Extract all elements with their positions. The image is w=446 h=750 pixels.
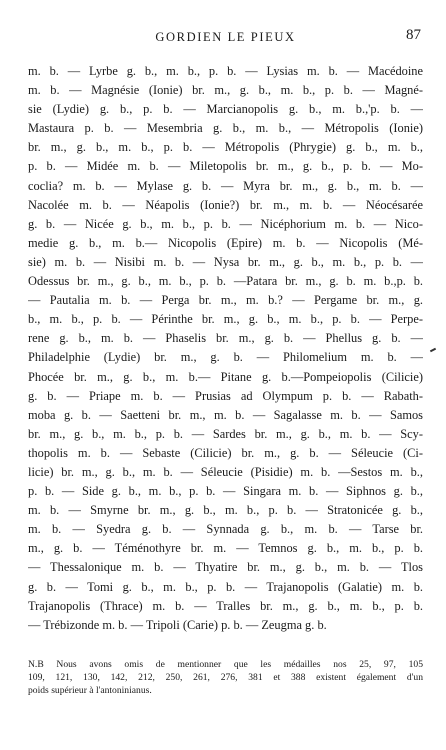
text-line: Trajanopolis (Thrace) m. b. — Tralles br. m., g. b., m. b., p. b. xyxy=(28,598,423,613)
text-line: — Trébizonde m. b. — Tripoli (Carie) p. b. — Zeugma g. b. xyxy=(28,617,327,632)
text-line: rene g. b., m. b. — Phaselis br. m., g. b. — Phellus g. b. — xyxy=(28,331,423,346)
text-line: m. b. — Magnésie (Ionie) br. m., g. b., m. b., p. b. — Magné- xyxy=(28,83,423,98)
text-line: licie) br. m., g. b., m. b. — Séleucie (Pisidie) m. b. —Sestos m. b., xyxy=(28,464,423,479)
text-line: — Thessalonique m. b. — Thyatire br. m., g. b., m. b. — Tlos xyxy=(28,560,423,575)
text-line: Phocée br. m., g. b., m. b.— Pitane g. b.—Pompeiopolis (Cilicie) xyxy=(28,369,423,384)
footnote-line: poids supérieur à l'antoninianus. xyxy=(28,685,152,697)
text-line: medie g. b., m. b.— Nicopolis (Epire) m. b. — Nicopolis (Mé- xyxy=(28,235,423,250)
text-line: m., g. b. — Téménothyre br. m. — Temnos g. b., m. b., p. b. xyxy=(28,541,423,556)
text-line: Nacolée m. b. — Néapolis (Ionie?) br. m., m. b. — Néocésarée xyxy=(28,197,423,212)
text-line: g. b. — Tomi g. b., m. b., p. b. — Trajanopolis (Galatie) m. b. xyxy=(28,579,423,594)
text-line: Odessus br. m., g. b., m. b., p. b. —Patara br. m., g. b. m. b.,p. b. xyxy=(28,274,423,289)
text-line: g. b. — Nicée g. b., m. b., p. b. — Nicéphorium m. b. — Nico- xyxy=(28,216,423,231)
text-line: g. b. — Priape m. b. — Prusias ad Olympum p. b. — Rabath- xyxy=(28,388,423,403)
catalog-text xyxy=(28,62,423,635)
footnote xyxy=(28,658,423,698)
text-line: thopolis m. b. — Sebaste (Cilicie) br. m., g. b. — Séleucie (Ci- xyxy=(28,445,423,460)
text-line: sie (Lydie) g. b., p. b. — Marcianopolis g. b., m. b.,'p. b. — xyxy=(28,102,423,117)
text-line: p. b. — Side g. b., m. b., p. b. — Singara m. b. — Siphnos g. b., xyxy=(28,484,423,499)
text-line: m. b. — Syedra g. b. — Synnada g. b., m. b. — Tarse br. xyxy=(28,522,423,537)
footnote-line: 109, 121, 130, 142, 212, 250, 261, 276, 381 et 388 existent également d'un xyxy=(28,672,423,684)
margin-mark xyxy=(430,348,436,353)
text-line: m. b. — Smyrne br. m., g. b., m. b., p. b. — Stratonicée g. b., xyxy=(28,503,423,518)
text-line: Philadelphie (Lydie) br. m., g. b. — Philomelium m. b. — xyxy=(28,350,423,365)
page-number: 87 xyxy=(406,27,421,43)
page xyxy=(28,0,423,697)
page-header xyxy=(28,0,423,48)
running-title: GORDIEN LE PIEUX xyxy=(155,30,296,44)
text-line: coclia? m. b. — Mylase g. b. — Myra br. m., g. b., m. b. — xyxy=(28,178,423,193)
text-line: Mastaura p. b. — Mesembria g. b., m. b., — Métropolis (Ionie) xyxy=(28,121,423,136)
text-line: br. m., g. b., m. b., p. b. — Métropolis (Phrygie) g. b., m. b., xyxy=(28,140,423,155)
text-line: m. b. — Lyrbe g. b., m. b., p. b. — Lysias m. b. — Macédoine xyxy=(28,64,423,78)
footnote-line: N.B Nous avons omis de mentionner que les médailles nos 25, 97, 105 xyxy=(28,659,423,670)
text-line: sie) m. b. — Nisibi m. b. — Nysa br. m., g. b., m. b., p. b. — xyxy=(28,254,423,269)
text-line: b., m. b., p. b. — Périnthe br. m., g. b., m. b., p. b. — Perpe- xyxy=(28,312,423,327)
text-line: — Pautalia m. b. — Perga br. m., m. b.? — Pergame br. m., g. xyxy=(28,293,423,308)
text-line: p. b. — Midée m. b. — Miletopolis br. m., g. b., p. b. — Mo- xyxy=(28,159,423,174)
text-line: br. m., g. b., m. b., p. b. — Sardes br. m., g. b., m. b. — Scy- xyxy=(28,426,423,441)
text-line: moba g. b. — Saetteni br. m., m. b. — Sagalasse m. b. — Samos xyxy=(28,407,423,422)
